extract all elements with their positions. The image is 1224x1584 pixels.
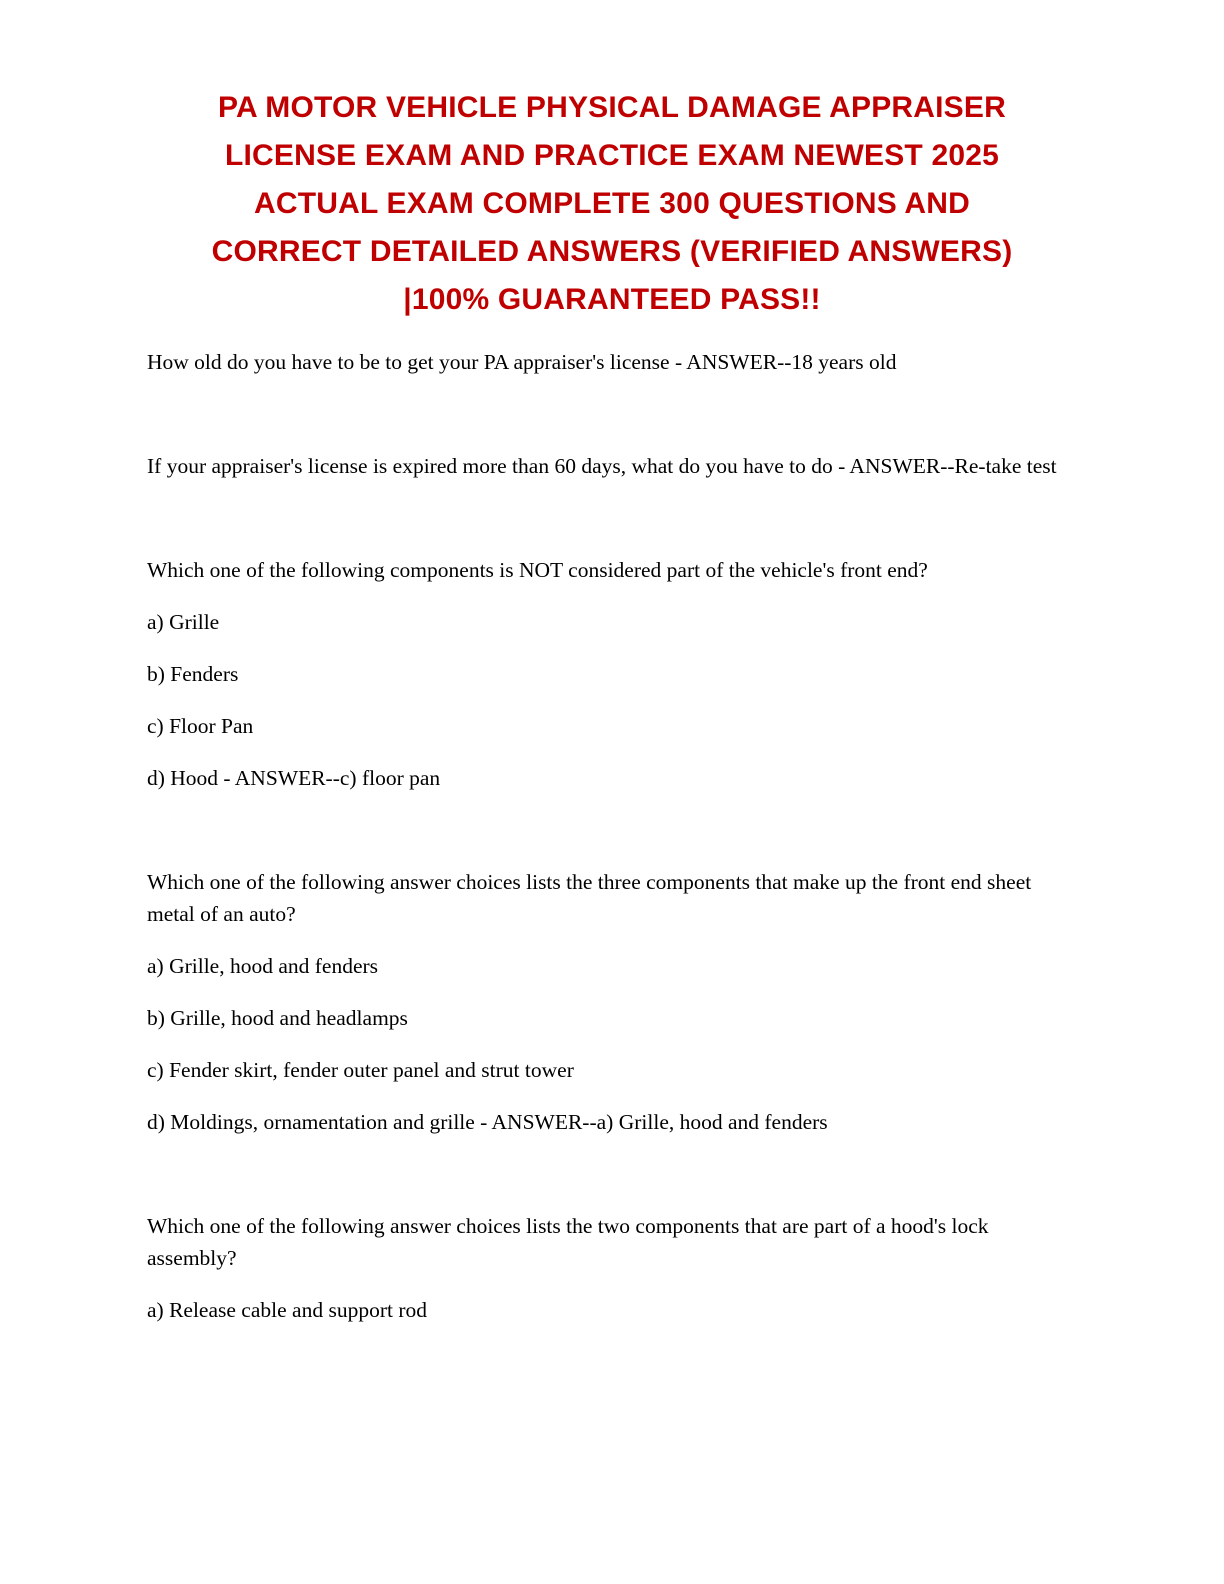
document-title-line: LICENSE EXAM AND PRACTICE EXAM NEWEST 2025 (224, 139, 1000, 172)
document-title (147, 84, 1077, 324)
answer-option: a) Grille, hood and fenders (147, 954, 379, 978)
answer-option: a) Grille (147, 610, 220, 634)
question-paragraph: Which one of the following components is NOT considered part of the vehicle's front end? (147, 558, 928, 582)
question-paragraph: Which one of the following answer choices lists the two components that are part of a hood's lock assembly? (147, 1214, 989, 1270)
document-title-line: |100% GUARANTEED PASS!! (403, 283, 821, 316)
answer-option: a) Release cable and support rod (147, 1298, 427, 1322)
answer-option: b) Fenders (147, 662, 239, 686)
question-paragraph: Which one of the following answer choices lists the three components that make up the front end sheet metal of an auto? (147, 870, 1032, 926)
answer-option: c) Fender skirt, fender outer panel and strut tower (147, 1058, 574, 1082)
answer-option: d) Moldings, ornamentation and grille - ANSWER--a) Grille, hood and fenders (147, 1110, 828, 1134)
answer-option: b) Grille, hood and headlamps (147, 1006, 408, 1030)
document-title-line: PA MOTOR VEHICLE PHYSICAL DAMAGE APPRAISER (218, 91, 1006, 124)
document-title-line: CORRECT DETAILED ANSWERS (VERIFIED ANSWERS) (211, 235, 1013, 268)
answer-option: d) Hood - ANSWER--c) floor pan (147, 766, 441, 790)
document-title-line: ACTUAL EXAM COMPLETE 300 QUESTIONS AND (253, 187, 970, 220)
document-body (147, 346, 1077, 1326)
question-paragraph: How old do you have to be to get your PA appraiser's license - ANSWER--18 years old (147, 350, 897, 374)
answer-option: c) Floor Pan (147, 714, 254, 738)
question-paragraph: If your appraiser's license is expired more than 60 days, what do you have to do - ANSWER--Re-take test (147, 454, 1057, 478)
